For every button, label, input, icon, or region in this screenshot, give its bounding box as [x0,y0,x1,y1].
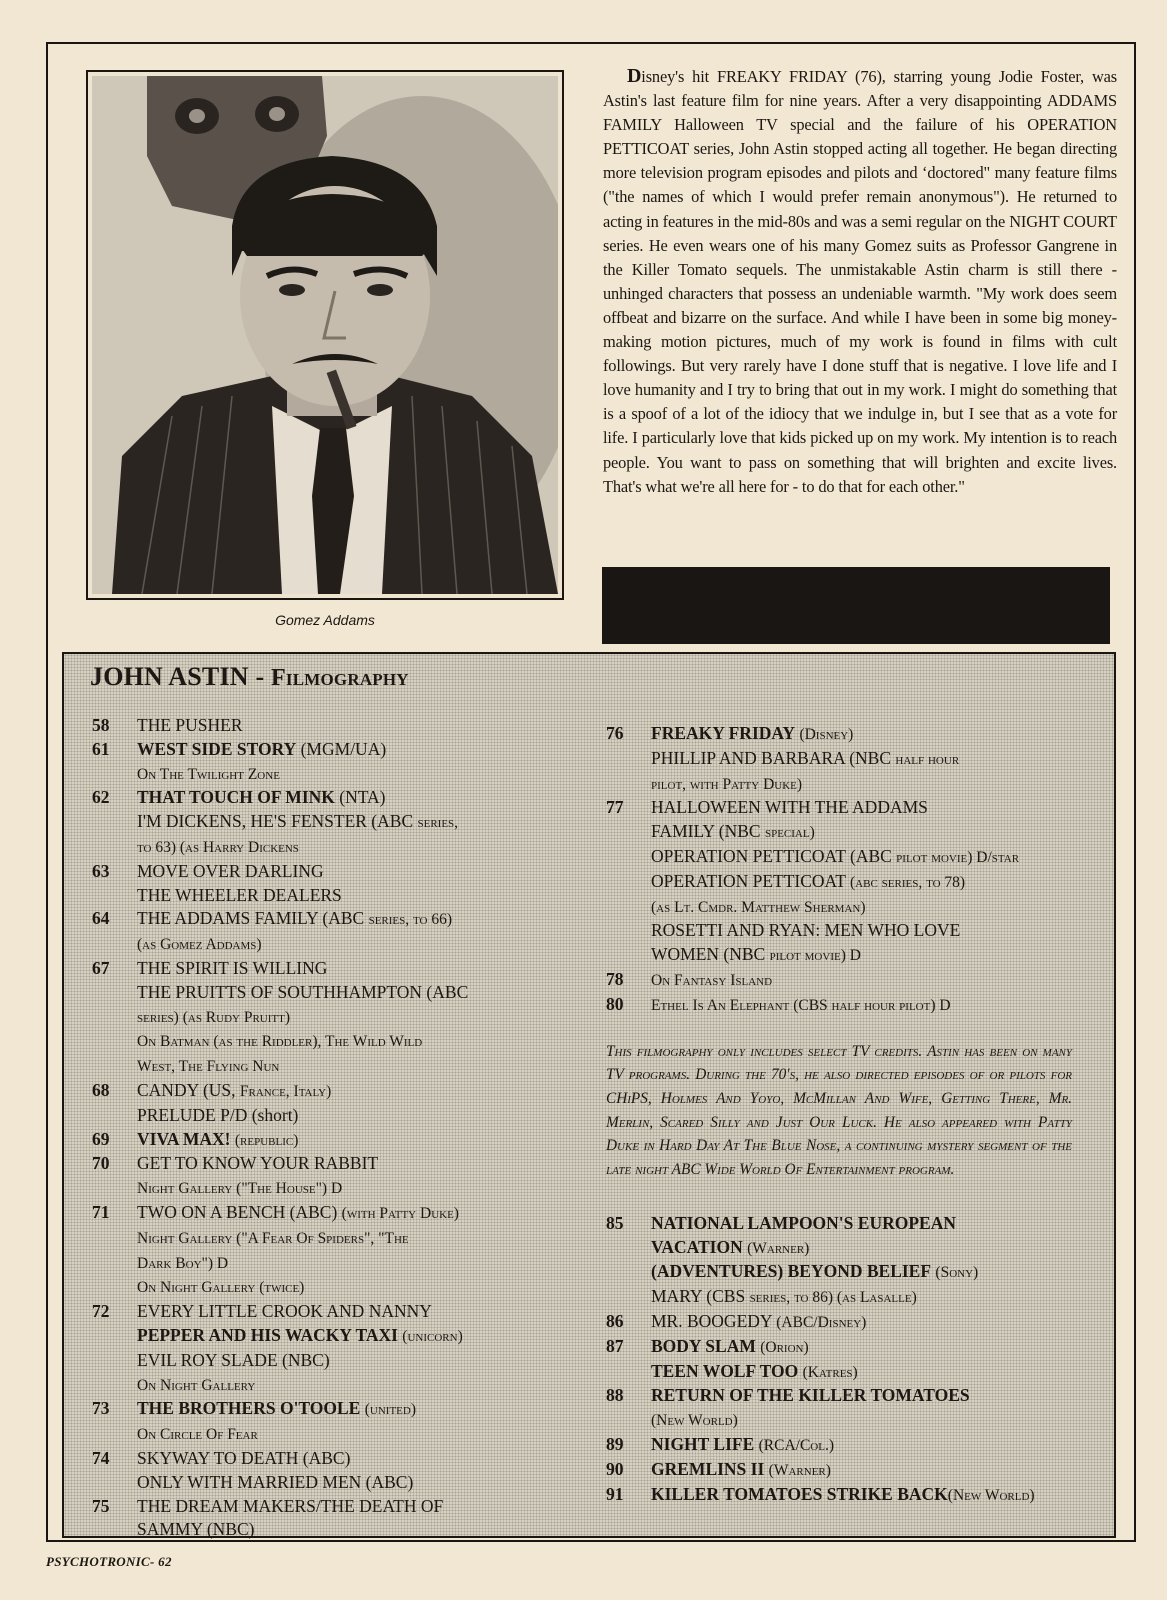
entry-smallcaps: On Circle Of Fear [137,1426,258,1444]
filmography-entry [92,981,572,1005]
photo-frame [86,70,564,600]
filmography-entry [92,1349,572,1373]
filmography-entry [606,1335,1096,1360]
entry-title [137,1054,572,1079]
entry-year: 88 [606,1385,624,1406]
entry-text: (MGM/UA) [296,738,387,759]
entry-smallcaps: Night Gallery ("The House") D [137,1180,343,1198]
entry-year: 63 [92,860,110,881]
filmography-entry [92,1054,572,1079]
entry-title [651,1310,1096,1335]
entry-smallcaps: series, [417,814,459,832]
article-text: isney's hit FREAKY FRIDAY (76), starring young Jodie Foster, was Astin's last feature film for nine years. After a very disappointing ADDAMS FAMILY Halloween TV special and the failure of his OPERATION PETTICOAT series, John Astin stopped acting all together. He began directing more television program episodes and pilots and ‘doctored" many feature films ("the names of which I would prefer remain anonymous"). He returned to acting in features in the mid-80s and was a semi regular on the NIGHT COURT series. He even wears one of his many Gomez suits as Professor Gangrene in the Killer Tomato sequels. The unmistakable Astin charm is still there - unhinged characters that possess an undeniable warmth. "My work does seem offbeat and bizarre on the surface. And while I have been in some big money-making motion pictures, much of my work is found in films with cult followings. But very rarely have I done stuff that is negative. I love life and I love humanity and I try to bring that out in my work. I might do something that is a spoof of a lot of the idiocy that we indulge in, but I see that as a vote for life. I particularly love that kids picked up on my work. My intention is to reach people. You want to pass on something that will brighten and excite lives. That's what we're all here for - to do that for each other." [603,67,1117,496]
entry-year: 69 [92,1128,110,1149]
entry-smallcaps: (unicorn) [402,1327,463,1345]
entry-text: OPERATION PETTICOAT (ABC [651,845,897,866]
entry-title [137,1275,572,1300]
entry-title [651,796,1096,820]
entry-year [606,1360,651,1385]
entry-title [137,1349,572,1373]
entry-year [92,1226,137,1251]
filmography-entry [606,1433,1096,1458]
entry-year [92,1471,137,1495]
entry-title [137,738,572,762]
entry-bold-title: RETURN OF THE KILLER TOMATOES [651,1385,970,1406]
entry-smallcaps: series, to 66) [368,911,453,929]
entry-year [606,1260,651,1285]
entry-title [137,1251,572,1276]
filmography-entry [92,714,572,738]
filmography-entry [606,1408,1096,1433]
filmography-entry [606,993,1096,1018]
entry-year: 80 [606,993,624,1014]
entry-year [92,1349,137,1373]
entry-smallcaps: series, to 86) (as Lasalle) [749,1289,917,1307]
entry-title [137,1079,572,1104]
entry-smallcaps: Dark Boy") D [137,1254,229,1272]
entry-smallcaps: (New World) [651,1412,738,1430]
entry-title [651,870,1096,895]
filmography-entry [606,1236,1096,1261]
entry-bold-title: KILLER TOMATOES STRIKE BACK [651,1483,948,1504]
entry-year [92,1029,137,1054]
entry-smallcaps: Ethel Is An Elephant (CBS half hour pilot) D [651,996,951,1014]
entry-year [92,1251,137,1276]
entry-smallcaps: (abc series, to 78) [850,873,966,891]
entry-title [651,943,1096,968]
entry-title [651,895,1096,920]
entry-smallcaps: On Night Gallery [137,1376,256,1394]
entry-year: 76 [606,723,624,743]
entry-smallcaps: (New World) [947,1486,1035,1504]
entry-smallcaps: (RCA/Col.) [758,1436,835,1454]
filmography-entry [92,762,572,787]
entry-year: 86 [606,1310,624,1331]
entry-title [137,1128,572,1153]
entry-year [92,1104,137,1128]
entry-title [651,1335,1096,1360]
entry-title [137,1373,572,1398]
entry-title [137,981,572,1005]
filmography-box [62,652,1116,1538]
portrait-illustration [92,76,558,594]
entry-bold-title: PEPPER AND HIS WACKY TAXI [137,1324,398,1345]
entry-smallcaps: (Orion) [760,1338,809,1356]
entry-title [651,993,1096,1018]
filmography-title: JOHN ASTIN - Filmography [90,662,409,691]
entry-text: HALLOWEEN WITH THE ADDAMS [651,797,928,818]
entry-year: 71 [92,1201,110,1222]
entry-text: THE PUSHER [137,715,243,735]
black-bar [602,567,1110,644]
filmography-entry [92,1226,572,1251]
filmography-entry [92,932,572,957]
photo-caption: Gomez Addams [275,612,375,628]
entry-text: TWO ON A BENCH (ABC) [137,1201,342,1222]
entry-year [606,820,651,845]
entry-title [137,786,572,810]
entry-title [651,1433,1096,1458]
filmography-entry [92,884,572,908]
entry-year [606,919,651,943]
entry-smallcaps: West, The Flying Nun [137,1058,280,1076]
filmography-entry [606,1384,1096,1408]
entry-year [606,845,651,870]
entry-title [137,1447,572,1471]
filmography-entry [606,1310,1096,1335]
filmography-right-column [606,722,1096,1507]
entry-title [137,1005,572,1030]
entry-title [137,1397,572,1422]
entry-title [137,1152,572,1176]
filmography-entry [606,1458,1096,1483]
entry-title [137,1300,572,1324]
entry-title [137,1201,572,1226]
entry-year: 58 [92,715,110,735]
entry-year [92,1422,137,1447]
filmography-entry [606,1360,1096,1385]
entry-year: 64 [92,908,110,929]
entry-text: THE SPIRIT IS WILLING [137,957,328,978]
entry-text: SAMMY (NBC) [137,1519,255,1540]
entry-smallcaps: (Warner) [747,1239,810,1257]
entry-year [606,895,651,920]
entry-smallcaps: (united) [364,1401,416,1419]
entry-year [606,870,651,895]
entry-smallcaps: On Fantasy Island [651,971,773,989]
entry-year: 89 [606,1433,624,1454]
entry-text: I'M DICKENS, HE'S FENSTER (ABC [137,811,418,832]
entry-title [651,772,1096,797]
filmography-entry [606,1285,1096,1310]
entry-title [651,820,1096,845]
entry-text: PRELUDE P/D (short) [137,1104,299,1125]
entry-title [137,1471,572,1495]
entry-smallcaps: On Batman (as the Riddler), The Wild Wild [137,1033,423,1051]
entry-year [606,772,651,797]
filmography-entry [92,1079,572,1104]
filmography-entry [606,919,1096,943]
entry-text: CANDY (US, [137,1079,240,1100]
entry-text: EVERY LITTLE CROOK AND NANNY [137,1301,432,1322]
entry-title [137,907,572,932]
filmography-entry [606,722,1096,747]
entry-title [137,835,572,860]
entry-year [92,762,137,787]
entry-bold-title: TEEN WOLF TOO [651,1360,799,1381]
entry-year [92,1373,137,1398]
entry-smallcaps: (republic) [234,1131,299,1149]
entry-bold-title: VACATION [651,1236,743,1257]
entry-year [92,1518,137,1542]
entry-year: 62 [92,787,110,808]
entry-smallcaps: (Warner) [768,1461,831,1479]
entry-smallcaps: half hour [895,750,960,768]
entry-year: 73 [92,1398,110,1419]
entry-text: WOMEN (NBC [651,944,770,965]
entry-text: THE DREAM MAKERS/THE DEATH OF [137,1495,444,1516]
filmography-entry [606,772,1096,797]
entry-year: 87 [606,1335,624,1356]
filmography-note: This filmography only includes select TV credits. Astin has been on many TV programs. During the 70's, he also directed episodes of or pilots for CHiPS, Holmes And Yoyo, McMillan And Wife, Getting There, Mr. Merlin, Scared Silly and Just Our Luck. He also appeared with Patty Duke in Hard Day At The Blue Nose, a continuing mystery segment of the late night ABC Wide World Of Entertainment program. [606,1042,1072,1179]
entry-text: (NTA) [334,787,386,808]
entry-year: 67 [92,957,110,978]
entry-text: THE PRUITTS OF SOUTHHAMPTON (ABC [137,981,469,1002]
entry-title [651,747,1096,772]
entry-smallcaps: On Night Gallery (twice) [137,1279,305,1297]
filmography-entry [92,1471,572,1495]
filmography-entry [92,738,572,762]
article-body [603,64,1117,499]
filmography-entry [606,943,1096,968]
entry-bold-title: NATIONAL LAMPOON'S EUROPEAN [651,1212,956,1233]
entry-year [92,810,137,835]
filmography-entry [606,968,1096,993]
entry-bold-title: (ADVENTURES) BEYOND BELIEF [651,1261,932,1282]
entry-title [651,845,1096,870]
entry-year: 85 [606,1212,624,1233]
filmography-entry [92,1005,572,1030]
entry-title [651,1260,1096,1285]
entry-title [137,714,572,738]
entry-text: MR. BOOGEDY [651,1310,777,1331]
entry-text: EVIL ROY SLADE (NBC) [137,1349,330,1370]
entry-year [92,1054,137,1079]
entry-text: PHILLIP AND BARBARA (NBC [651,747,896,768]
entry-year: 90 [606,1458,624,1479]
filmography-entry [92,1373,572,1398]
filmography-entry [92,1201,572,1226]
entry-bold-title: NIGHT LIFE [651,1433,755,1454]
entry-title [137,1518,572,1542]
entry-title [651,1285,1096,1310]
entry-smallcaps: France, Italy) [239,1082,332,1100]
entry-smallcaps: series) (as Rudy Pruitt) [137,1008,291,1026]
filmography-entry [92,1176,572,1201]
filmography-entry [606,895,1096,920]
entry-title [137,1226,572,1251]
entry-title [137,1029,572,1054]
entry-title [137,1104,572,1128]
entry-text: FAMILY (NBC [651,821,765,842]
entry-smallcaps: (Katres) [802,1363,858,1381]
entry-bold-title: GREMLINS II [651,1458,765,1479]
entry-title [137,860,572,884]
filmography-entry [92,1152,572,1176]
filmography-entry [92,907,572,932]
entry-text: MOVE OVER DARLING [137,860,324,881]
filmography-entry [92,835,572,860]
entry-text: MARY (CBS [651,1286,750,1307]
entry-title [651,1408,1096,1433]
entry-year: 72 [92,1301,110,1322]
entry-title [651,1384,1096,1408]
entry-year [606,943,651,968]
entry-bold-title: WEST SIDE STORY [137,738,297,759]
entry-year: 68 [92,1079,110,1100]
entry-year: 78 [606,968,624,989]
filmography-entry [92,957,572,981]
entry-year [92,1176,137,1201]
filmography-entry [92,1275,572,1300]
page-footer: PSYCHOTRONIC- 62 [46,1554,172,1569]
entry-smallcaps: pilot, with Patty Duke) [651,775,803,793]
filmography-entry [606,1483,1096,1508]
entry-year: 77 [606,797,624,818]
filmography-entry [606,1212,1096,1236]
entry-year: 70 [92,1153,110,1174]
filmography-entry [92,860,572,884]
filmography-entry [92,1300,572,1324]
entry-title [137,810,572,835]
entry-smallcaps: (Sony) [935,1264,979,1282]
entry-title [651,1360,1096,1385]
entry-text: THE WHEELER DEALERS [137,884,342,905]
filmography-entry [92,786,572,810]
entry-title [651,919,1096,943]
entry-year: 75 [92,1495,110,1516]
entry-smallcaps: (as Gomez Addams) [137,936,262,954]
filmography-entry [606,820,1096,845]
article-dropcap: D [627,65,642,87]
entry-year [606,1236,651,1261]
entry-title [651,968,1096,993]
filmography-entry [606,747,1096,772]
entry-title [651,722,1096,747]
entry-year [606,1408,651,1433]
filmography-entry [606,845,1096,870]
entry-year [92,1005,137,1030]
filmography-entry [92,1324,572,1349]
filmography-entry [92,1422,572,1447]
gomez-addams-photo [92,76,558,594]
entry-text: ONLY WITH MARRIED MEN (ABC) [137,1471,414,1492]
filmography-entry [92,1251,572,1276]
entry-title [651,1483,1096,1508]
entry-bold-title: BODY SLAM [651,1335,756,1356]
filmography-left-column [92,714,572,1542]
entry-smallcaps: special) [764,824,815,842]
filmography-entry [92,1447,572,1471]
entry-title [651,1236,1096,1261]
entry-smallcaps: Night Gallery ("A Fear Of Spiders", "The [137,1229,409,1247]
entry-year [92,981,137,1005]
filmography-entry [92,1495,572,1519]
entry-year: 74 [92,1447,110,1468]
entry-smallcaps: (with Patty Duke) [341,1204,459,1222]
entry-smallcaps: (as Lt. Cmdr. Matthew Sherman) [651,898,866,916]
entry-title [137,957,572,981]
entry-title [137,1324,572,1349]
entry-smallcaps: On The Twilight Zone [137,765,280,783]
entry-title [651,1458,1096,1483]
entry-title [137,932,572,957]
entry-year [92,884,137,908]
entry-year: 61 [92,738,110,759]
filmography-entry [92,1518,572,1542]
entry-year [606,747,651,772]
entry-bold-title: VIVA MAX! [137,1128,231,1149]
entry-text: SKYWAY TO DEATH (ABC) [137,1447,351,1468]
entry-title [137,1495,572,1519]
entry-smallcaps: pilot movie) D [769,947,861,965]
entry-year [92,835,137,860]
filmography-entry [92,810,572,835]
entry-smallcaps: (Disney) [799,726,854,743]
entry-smallcaps: to 63) (as Harry Dickens [137,838,299,856]
entry-text: ROSETTI AND RYAN: MEN WHO LOVE [651,920,961,941]
filmography-entry [92,1029,572,1054]
filmography-entry [92,1128,572,1153]
entry-year [92,932,137,957]
filmography-entry [606,870,1096,895]
filmography-entry [92,1397,572,1422]
entry-text: THE ADDAMS FAMILY (ABC [137,908,369,929]
entry-smallcaps: (ABC/Disney) [776,1313,867,1331]
filmography-entry [92,1104,572,1128]
entry-text: OPERATION PETTICOAT [651,870,850,891]
entry-title [137,762,572,787]
entry-bold-title: THE BROTHERS O'TOOLE [137,1398,361,1419]
filmography-entry [606,796,1096,820]
entry-title [651,1212,1096,1236]
entry-title [137,1422,572,1447]
entry-year: 91 [606,1483,624,1504]
entry-title [137,1176,572,1201]
entry-smallcaps: pilot movie) D/star [896,848,1020,866]
entry-bold-title: THAT TOUCH OF MINK [137,787,335,808]
entry-title [137,884,572,908]
entry-text: GET TO KNOW YOUR RABBIT [137,1153,379,1174]
entry-year [92,1324,137,1349]
entry-year [92,1275,137,1300]
entry-year [606,1285,651,1310]
filmography-entry [606,1260,1096,1285]
entry-bold-title: FREAKY FRIDAY [651,723,796,743]
